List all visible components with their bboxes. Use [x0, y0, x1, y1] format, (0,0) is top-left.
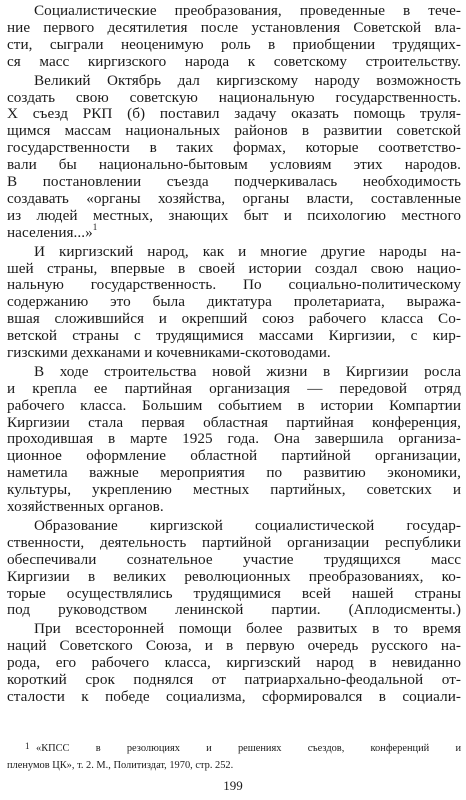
text-line: гизскими дехканами и кочевниками-скотоводами. — [7, 344, 331, 361]
text-line: ся масс киргизского народа к советскому строительству. — [7, 53, 461, 70]
text-line: проходившая в марте 1925 года. Она завершила организа- — [7, 430, 461, 447]
footnote-reference: 1 — [92, 222, 98, 232]
text-line: шей страны, впервые в своей истории создал свою нацио- — [7, 260, 461, 277]
text-line: хозяйственных органов. — [7, 498, 164, 515]
text-line: Киргизии стала первая областная партийная конференция, — [7, 414, 461, 431]
text-line: наций Советского Союза, и в первую очередь русского на- — [7, 637, 461, 654]
page-number: 199 — [223, 778, 243, 793]
text-line: X съезд РКП (б) поставил задачу оказать помощь труля- — [7, 105, 461, 122]
text-line: вали бы национально-бытовым условиям этих народов. — [7, 156, 461, 173]
text-line: рабочего класса. Большим событием в истории Компартии — [7, 397, 461, 414]
text-line: Образование киргизской социалистической государ- — [34, 517, 461, 534]
text-line: ветской страны с трудящимися массами Киргизии, с кир- — [7, 327, 461, 344]
text-line — [7, 224, 461, 241]
text-line: В ходе строительства новой жизни в Киргизии росла — [34, 363, 461, 380]
text-line: культуры, укреплению местных партийных, советских и — [7, 481, 461, 498]
text-line: В постановлении съезда подчеркивалась необходимость — [7, 173, 461, 190]
footnote-mark: 1 — [25, 741, 30, 751]
text-line: рода, его рабочего класса, киргизский народ в невиданно — [7, 654, 461, 671]
text-line: Великий Октябрь дал киргизскому народу возможность — [34, 72, 461, 89]
text-line: под руководством ленинской партии. (Аплодисменты.) — [7, 601, 461, 618]
text-line: сталости к победе социализма, сформировался в социали- — [7, 688, 461, 705]
text-line: создавать «органы хозяйства, органы власти, составленные — [7, 190, 461, 207]
text-line: При всесторонней помощи более развитых в то время — [34, 620, 461, 637]
text-line: Киргизии в великих революционных преобразованиях, ко- — [7, 568, 461, 585]
text-line: государственности в таких формах, которые соответство- — [7, 139, 461, 156]
text-line: Социалистические преобразования, проведенные в тече- — [34, 2, 461, 19]
text-line: создать свою советскую национальную государственность. — [7, 89, 461, 106]
text-line: обеспечивали сознательное участие трудящихся масс — [7, 551, 461, 568]
text-line: из людей местных, знающих быт и психологию местного — [7, 207, 461, 224]
text-line: вшая сложившийся и окрепший союз рабочего класса Со- — [7, 310, 461, 327]
text-line: и крепла ее партийная организация — передовой отряд — [7, 380, 461, 397]
text-line: короткий срок поднялся от патриархально-феодальной от- — [7, 671, 461, 688]
footnote-line: «КПСС в резолюциях и решениях съездов, конференций и — [36, 743, 461, 754]
text-line: сти, сыграли неоценимую роль в приобщении трудящих- — [7, 36, 461, 53]
text-line: наметила важные мероприятия по развитию экономики, — [7, 464, 461, 481]
text-line: ственности, деятельность партийной организации республики — [7, 534, 461, 551]
footnote-line: пленумов ЦК», т. 2. М., Политиздат, 1970, стр. 252. — [7, 760, 234, 771]
text-line: ционное оформление областной партийной организации, — [7, 447, 461, 464]
text-line: щимся массам национальных районов в развитии советской — [7, 122, 461, 139]
text-line: содержанию это была диктатура пролетариата, выража- — [7, 293, 461, 310]
text-fragment: населения...» — [7, 224, 93, 241]
text-line: И киргизский народ, как и многие другие народы на- — [34, 243, 461, 260]
text-line: ние первого десятилетия после установления Советской вла- — [7, 19, 461, 36]
text-line: торые осуществлялись трудящимися всей нашей страны — [7, 585, 461, 602]
text-line: нальную государственность. По социально-политическому — [7, 276, 461, 293]
